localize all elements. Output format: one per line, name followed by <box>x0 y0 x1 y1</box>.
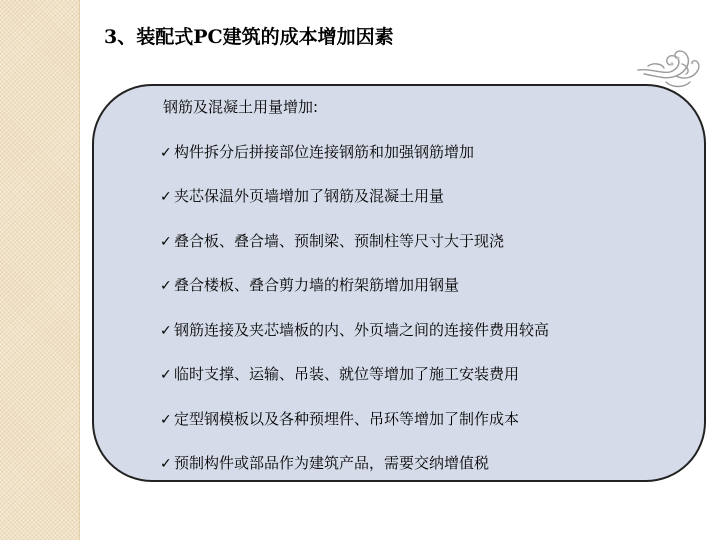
check-icon: ✓ <box>160 278 172 294</box>
list-item <box>160 408 549 453</box>
decorative-left-strip <box>0 0 79 540</box>
list-item <box>160 141 549 186</box>
check-icon: ✓ <box>160 322 172 339</box>
list-item <box>160 452 549 497</box>
list-item <box>160 274 549 319</box>
list-intro: 钢筋及混凝土用量增加: <box>163 98 319 116</box>
check-icon: ✓ <box>160 233 172 250</box>
list-item-text: 定型钢模板以及各种预埋件、吊环等增加了制作成本 <box>174 409 520 428</box>
check-icon: ✓ <box>160 456 172 472</box>
list-item <box>160 363 549 408</box>
check-icon: ✓ <box>160 189 172 205</box>
check-icon: ✓ <box>160 367 172 383</box>
list-item-text: 夹芯保温外页墙增加了钢筋及混凝土用量 <box>174 187 445 205</box>
list-item-text: 预制构件或部品作为建筑产品，需要交纳增值税 <box>174 454 490 472</box>
check-icon: ✓ <box>160 411 172 428</box>
list-item <box>160 185 549 230</box>
left-strip-edge <box>79 0 80 540</box>
list-item-text: 叠合楼板、叠合剪力墙的桁架筋增加用钢量 <box>174 276 460 294</box>
list-item-text: 构件拆分后拼接部位连接钢筋和加强钢筋增加 <box>174 142 475 161</box>
list-item-text: 叠合板、叠合墙、预制梁、预制柱等尺寸大于现浇 <box>174 231 505 250</box>
slide-title: 3、装配式PC建筑的成本增加因素 <box>104 26 394 48</box>
list-item-text: 临时支撑、运输、吊装、就位等增加了施工安装费用 <box>174 365 520 383</box>
cost-factor-list <box>160 96 549 497</box>
list-item-text: 钢筋连接及夹芯墙板的内、外页墙之间的连接件费用较高 <box>174 320 550 339</box>
list-item <box>160 230 549 275</box>
check-icon: ✓ <box>160 144 172 161</box>
list-item <box>160 319 549 364</box>
